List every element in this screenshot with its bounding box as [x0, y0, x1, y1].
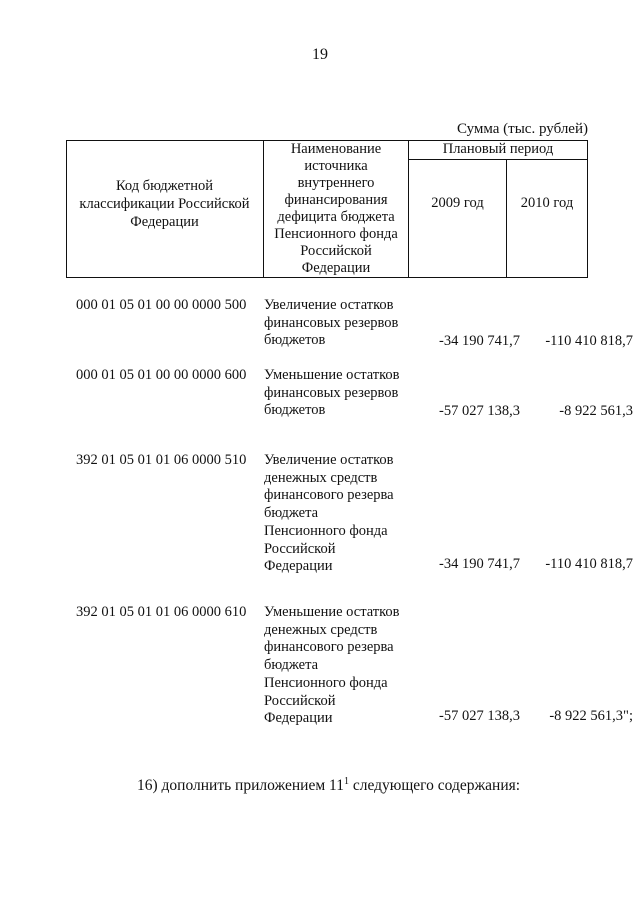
header-period: Плановый период — [442, 141, 554, 157]
header-name: Наименование источника внутреннего финансирования дефицита бюджета Пенсионного фонда Российской Федерации — [274, 141, 398, 276]
header-col-divider-3 — [506, 159, 507, 278]
page-number: 19 — [312, 46, 328, 63]
row-value-2010: -110 410 818,7 — [545, 556, 633, 572]
row-code: 392 01 05 01 01 06 0000 610 — [76, 604, 247, 620]
table-header — [66, 140, 588, 278]
footer-suffix: следующего содержания: — [348, 777, 521, 794]
row-value-2010: -8 922 561,3"; — [549, 708, 633, 724]
row-name: Увеличение остатков денежных средств финансового резерва бюджета Пенсионного фонда Российской Федерации — [264, 452, 394, 575]
row-code: 000 01 05 01 00 00 0000 500 — [76, 297, 247, 313]
footer-prefix: 16) дополнить приложением 11 — [137, 777, 344, 794]
footer-superscript: 1 — [343, 776, 349, 787]
row-value-2009: -57 027 138,3 — [439, 708, 520, 724]
header-code: Код бюджетной классификации Российской Федерации — [79, 178, 250, 230]
row-code: 000 01 05 01 00 00 0000 600 — [76, 367, 247, 383]
units-label: Сумма (тыс. рублей) — [456, 121, 588, 137]
header-bottom-border — [66, 277, 588, 278]
row-value-2009: -34 190 741,7 — [439, 556, 520, 572]
header-year-2010: 2010 год — [520, 195, 574, 211]
row-name: Уменьшение остатков финансовых резервов бюджетов — [264, 367, 400, 419]
row-code: 392 01 05 01 01 06 0000 510 — [76, 452, 247, 468]
header-period-divider — [408, 159, 588, 160]
header-year-2009: 2009 год — [431, 195, 484, 211]
row-name: Увеличение остатков финансовых резервов бюджетов — [264, 297, 399, 349]
row-value-2009: -34 190 741,7 — [439, 333, 520, 349]
header-right-border — [587, 140, 588, 278]
row-value-2009: -57 027 138,3 — [439, 403, 520, 419]
row-value-2010: -8 922 561,3 — [559, 403, 633, 419]
row-name: Уменьшение остатков денежных средств финансового резерва бюджета Пенсионного фонда Российской Федерации — [264, 604, 400, 727]
footer-instruction — [137, 776, 520, 795]
row-value-2010: -110 410 818,7 — [545, 333, 633, 349]
